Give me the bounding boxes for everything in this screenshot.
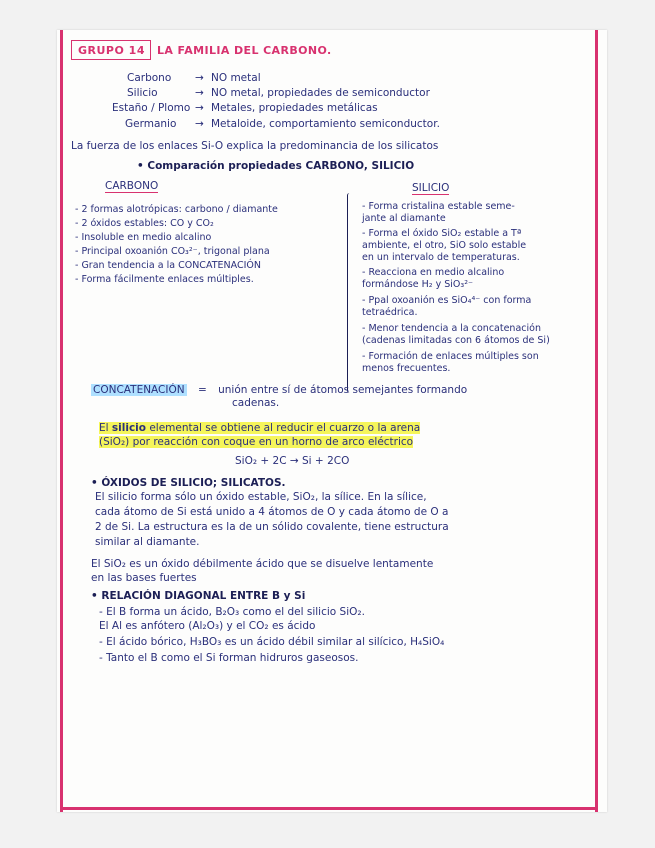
element-desc: NO metal (211, 72, 261, 84)
diagonal-line: - El B forma un ácido, B₂O₃ como el del silicio SiO₂. (99, 606, 365, 618)
comparison-title: • Comparación propiedades CARBONO, SILICIO (137, 160, 415, 172)
arrow: → (195, 118, 204, 130)
silicio-item: - Ppal oxoanión es SiO₄⁴⁻ con forma (362, 295, 532, 306)
silicio-item: - Menor tendencia a la concatenación (362, 323, 541, 334)
group-label: GRUPO 14 (78, 44, 145, 57)
bottom-margin-line (60, 807, 598, 810)
carbono-item: - Forma fácilmente enlaces múltiples. (75, 274, 254, 285)
diagonal-line: - Tanto el B como el Si forman hidruros gaseosos. (99, 652, 359, 664)
silicio-item: formándose H₂ y SiO₃²⁻ (362, 279, 474, 290)
left-margin-line (60, 30, 63, 812)
concatenacion-definition: unión entre sí de átomos semejantes formando (218, 384, 468, 396)
notebook-page (57, 30, 607, 812)
element-desc: Metales, propiedades metálicas (211, 102, 378, 114)
intro-text: La fuerza de los enlaces Si-O explica la predominancia de los silicatos (71, 140, 439, 152)
oxidos-line: similar al diamante. (95, 536, 200, 548)
element-name: Estaño / Plomo (112, 102, 191, 114)
oxidos-line: 2 de Si. La estructura es la de un sólido covalente, tiene estructura (95, 521, 449, 533)
reaction-equation: SiO₂ + 2C → Si + 2CO (235, 455, 350, 467)
diagonal-line: - El ácido bórico, H₃BO₃ es un ácido débil similar al silícico, H₄SiO₄ (99, 636, 445, 648)
oxidos-line: El silicio forma sólo un óxido estable, SiO₂, la sílice. En la sílice, (95, 491, 427, 503)
silicio-item: tetraédrica. (362, 307, 418, 318)
diagonal-title: • RELACIÓN DIAGONAL ENTRE B y Si (91, 590, 306, 602)
carbono-heading: CARBONO (105, 180, 159, 192)
element-desc: NO metal, propiedades de semiconductor (211, 87, 430, 99)
arrow: → (195, 72, 204, 84)
concatenacion-definition-cont: cadenas. (232, 397, 280, 409)
silicio-keyword: silicio (111, 422, 146, 434)
silicio-heading: SILICIO (412, 182, 450, 194)
right-margin-line (595, 30, 598, 812)
equals-sign: = (197, 384, 207, 396)
silicio-item: - Forma cristalina estable seme- (362, 201, 515, 212)
carbono-item: - Insoluble en medio alcalino (75, 232, 212, 243)
oxidos-line: El SiO₂ es un óxido débilmente ácido que se disuelve lentamente (91, 558, 434, 570)
oxidos-line: cada átomo de Si está unido a 4 átomos de O y cada átomo de O a (95, 506, 449, 518)
silicio-item: (cadenas limitadas con 6 átomos de Si) (362, 335, 550, 346)
silicio-elemental-text: elemental se obtiene al reducir el cuarzo o la arena (145, 422, 421, 434)
concatenacion-term: CONCATENACIÓN (93, 384, 185, 396)
silicio-item: en un intervalo de temperaturas. (362, 252, 520, 263)
element-desc: Metaloide, comportamiento semiconductor. (211, 118, 440, 130)
element-name: Carbono (127, 72, 172, 84)
carbono-item: - Principal oxoanión CO₃²⁻, trigonal plana (75, 246, 270, 257)
carbono-item: - 2 óxidos estables: CO y CO₂ (75, 218, 214, 229)
column-brace (347, 193, 352, 393)
element-name: Silicio (127, 87, 158, 99)
oxidos-title: • ÓXIDOS DE SILICIO; SILICATOS. (91, 477, 286, 489)
silicio-item: - Reacciona en medio alcalino (362, 267, 505, 278)
silicio-elemental-line2: (SiO₂) por reacción con coque en un horno de arco eléctrico (99, 436, 414, 448)
group-label-box (71, 40, 151, 60)
oxidos-line: en las bases fuertes (91, 572, 197, 584)
silicio-item: jante al diamante (362, 213, 446, 224)
silicio-elemental-prefix: El (99, 422, 112, 434)
silicio-item: - Formación de enlaces múltiples son (362, 351, 539, 362)
element-name: Germanio (125, 118, 177, 130)
silicio-item: ambiente, el otro, SiO solo estable (362, 240, 527, 251)
arrow: → (195, 102, 204, 114)
carbono-item: - Gran tendencia a la CONCATENACIÓN (75, 260, 261, 271)
diagonal-line: El Al es anfótero (Al₂O₃) y el CO₂ es ácido (99, 620, 316, 632)
silicio-item: - Forma el óxido SiO₂ estable a Tª (362, 228, 522, 239)
page-title: LA FAMILIA DEL CARBONO. (157, 44, 332, 57)
arrow: → (195, 87, 204, 99)
carbono-item: - 2 formas alotrópicas: carbono / diamante (75, 204, 278, 215)
silicio-item: menos frecuentes. (362, 363, 451, 374)
